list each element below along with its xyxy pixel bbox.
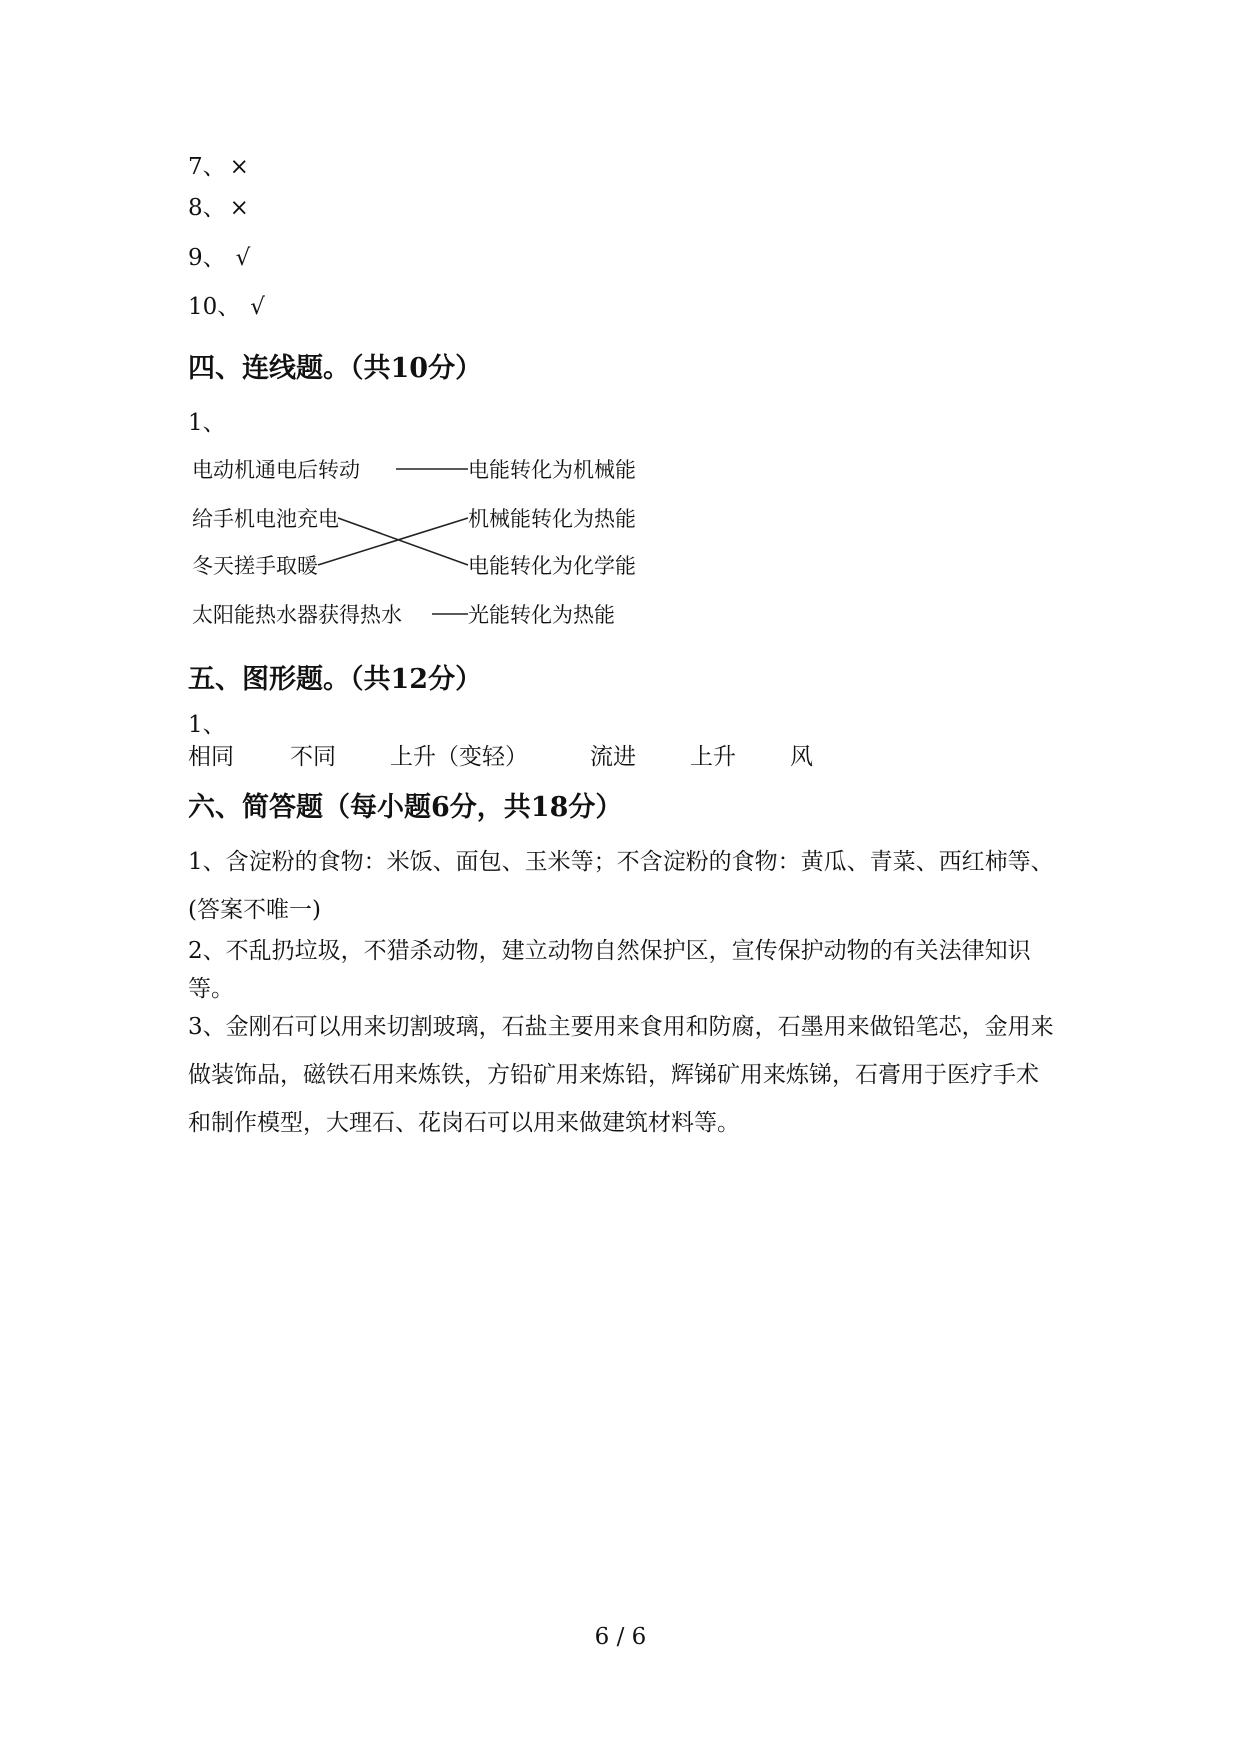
judge-answer-9: 9、 √ bbox=[188, 245, 251, 271]
answer-paragraph-3: 3、金刚石可以用来切割玻璃，石盐主要用来食用和防腐，石墨用来做铅笔芯，金用来做装饰品，磁铁石用来炼铁，方铅矿用来炼铅，辉锑矿用来炼锑，石膏用于医疗手术和制作模型，大理石、花岗石可以用来做建筑材料等。 bbox=[188, 1014, 1054, 1136]
judge-answer-10: 10、 √ bbox=[188, 294, 265, 320]
question-number: 1、 bbox=[188, 712, 226, 738]
answer-paragraph-2: 2、不乱扔垃圾，不猎杀动物，建立动物自然保护区，宣传保护动物的有关法律知识等。 bbox=[188, 938, 1031, 1002]
answer-word: 流进 bbox=[590, 744, 636, 770]
answer-word: 不同 bbox=[290, 744, 336, 770]
page-number: 6 / 6 bbox=[594, 1624, 647, 1650]
answer-word: 上升 bbox=[690, 744, 736, 770]
question-number: 1、 bbox=[188, 410, 226, 436]
section-heading-6: 六、简答题（每小题6分，共18分） bbox=[188, 792, 623, 823]
match-right-item: 机械能转化为热能 bbox=[468, 507, 636, 531]
answer-word: 风 bbox=[790, 744, 813, 770]
match-left-item: 电动机通电后转动 bbox=[192, 458, 360, 482]
answer-paragraph-1: 1、含淀粉的食物：米饭、面包、玉米等；不含淀粉的食物：黄瓜、青菜、西红柿等、(答案不唯一) bbox=[188, 849, 1054, 923]
match-left-item: 冬天搓手取暖 bbox=[192, 554, 318, 578]
section-heading-4: 四、连线题。（共10分） bbox=[188, 353, 483, 384]
answer-word: 上升（变轻） bbox=[390, 744, 528, 770]
match-left-item: 给手机电池充电 bbox=[192, 507, 339, 531]
judge-answer-8: 8、 × bbox=[188, 195, 249, 221]
judge-answer-7: 7、 × bbox=[188, 154, 249, 180]
answer-word: 相同 bbox=[188, 744, 234, 770]
match-right-item: 电能转化为机械能 bbox=[468, 458, 636, 482]
section-heading-5: 五、图形题。（共12分） bbox=[188, 664, 483, 695]
matching-diagram bbox=[188, 448, 658, 638]
match-right-item: 电能转化为化学能 bbox=[468, 554, 636, 578]
match-right-item: 光能转化为热能 bbox=[468, 603, 615, 627]
match-line-3 bbox=[318, 518, 468, 565]
match-left-item: 太阳能热水器获得热水 bbox=[192, 603, 402, 627]
match-line-2 bbox=[338, 518, 468, 565]
